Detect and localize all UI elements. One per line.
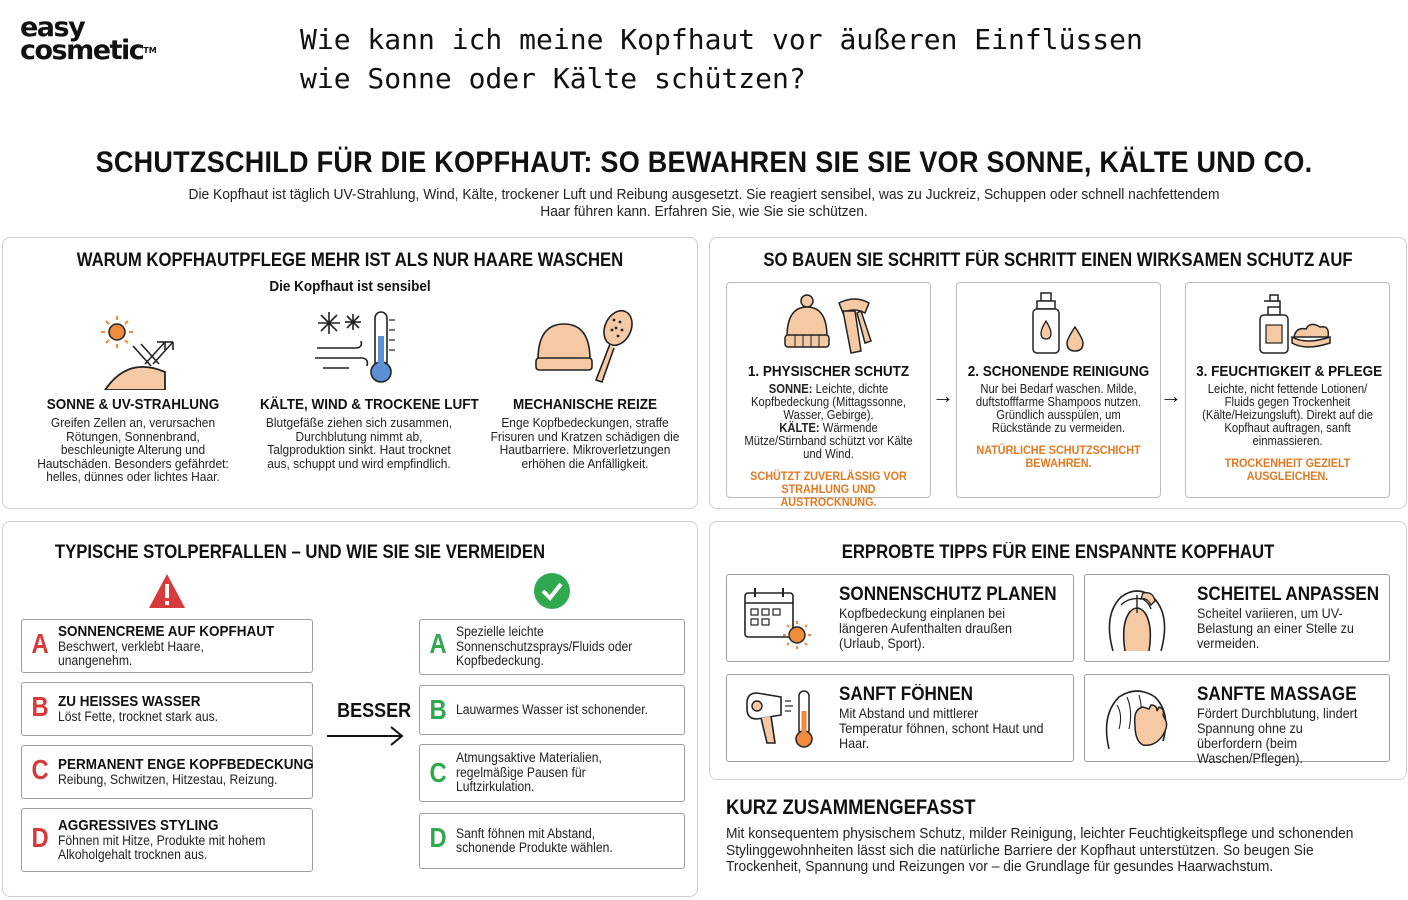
- sun-rays-icon: [83, 306, 183, 390]
- step-card-3: [1185, 282, 1390, 498]
- tip-text: Scheitel variieren, um UV-Belastung an einer Stelle zu vermeiden.: [1197, 605, 1354, 651]
- calendar-sun-icon: [741, 585, 817, 653]
- pitfall-item-b: [21, 682, 313, 736]
- pitfall-item-c: [21, 745, 313, 799]
- better-label: BESSER: [337, 700, 412, 722]
- pitfall-title: ZU HEISSES WASSER: [58, 692, 201, 710]
- step-card-1: [726, 282, 931, 509]
- pitfalls-panel: [2, 521, 698, 897]
- tip-card-sun-protection: [726, 574, 1074, 662]
- why-item-mechanical: [475, 298, 695, 470]
- pitfall-item-a: [21, 619, 313, 673]
- why-item-title: MECHANISCHE REIZE: [512, 396, 657, 413]
- pitfall-letter: D: [31, 822, 49, 853]
- solution-text: Spezielle leichte Sonnenschutzsprays/Fluids oder Kopfbedeckung.: [456, 624, 633, 669]
- hairdryer-thermometer-icon: [741, 685, 817, 753]
- tip-title: SANFT FÖHNEN: [839, 684, 973, 705]
- pitfall-text: Löst Fette, trocknet stark aus.: [58, 708, 219, 724]
- step-title: 3. FEUCHTIGKEIT & PFLEGE: [1196, 363, 1383, 380]
- tip-title: SANFTE MASSAGE: [1197, 684, 1357, 705]
- why-panel-subtitle: Die Kopfhaut ist sensibel: [269, 278, 431, 295]
- page-question: Wie kann ich meine Kopfhaut vor äußeren Einflüssen wie Sonne oder Kälte schützen?: [300, 23, 1143, 95]
- tip-title: SCHEITEL ANPASSEN: [1197, 584, 1380, 605]
- logo-line-2: cosmetic: [20, 35, 144, 66]
- logo-trademark: TM: [143, 46, 157, 55]
- hair-parting-icon: [1099, 585, 1175, 653]
- step-text-sun: Leichte, dichte Kopfbedeckung (Mittagssonne, Wasser, Gebirge).: [750, 382, 907, 422]
- logo-line-1: easy: [20, 12, 85, 43]
- tip-card-blowdry: [726, 674, 1074, 762]
- why-item-text: Blutgefäße ziehen sich zusammen, Durchblutung nimmt ab, Talgproduktion sinkt. Haut trocknet aus, schuppt und wird empfindlich.: [265, 415, 453, 471]
- solution-letter: A: [429, 628, 447, 659]
- step-text: [737, 383, 920, 461]
- step-label-sun: SONNE:: [768, 382, 813, 396]
- cold-wind-thermometer-icon: [309, 306, 409, 390]
- hat-brush-icon: [530, 306, 640, 390]
- tip-card-massage: [1084, 674, 1390, 766]
- tips-panel: [709, 521, 1407, 780]
- tips-panel-title: ERPROBTE TIPPS FÜR EINE ENSPANNTE KOPFHAUT: [841, 542, 1275, 563]
- why-item-cold: [249, 298, 479, 471]
- tip-text: Kopfbedeckung einplanen bei längeren Aufenthalten draußen (Urlaub, Sport).: [839, 605, 1013, 651]
- why-item-sun: [23, 298, 243, 484]
- why-panel-title: WARUM KOPFHAUTPFLEGE MEHR IST ALS NUR HAARE WASCHEN: [76, 250, 624, 271]
- solution-letter: B: [429, 694, 447, 725]
- summary-title: KURZ ZUSAMMENGEFASST: [726, 796, 976, 819]
- step-text-cold: Wärmende Mütze/Stirnband schützt vor Kälte und Wind.: [744, 421, 913, 461]
- tip-text: Fördert Durchblutung, lindert Spannung ohne zu überfordern (beim Waschen/Pflegen).: [1197, 705, 1358, 766]
- pitfall-letter: A: [31, 628, 49, 659]
- why-item-text: Greifen Zellen an, verursachen Rötungen, Sonnenbrand, beschleunigte Alterung und Hautschäden. Besonders gefährdet: helles, dünnes oder lichtes Haar.: [37, 415, 229, 485]
- check-icon: [533, 572, 571, 610]
- solution-letter: D: [429, 822, 447, 853]
- why-panel: [2, 237, 698, 509]
- arrow-right-icon: →: [1160, 383, 1182, 408]
- pitfall-title: SONNENCREME AUF KOPFHAUT: [58, 622, 275, 640]
- solution-item-d: [419, 813, 685, 869]
- step-title: 2. SCHONENDE REINIGUNG: [967, 363, 1150, 380]
- tip-text: Mit Abstand und mittlerer Temperatur föhnen, schont Haut und Haar.: [839, 705, 1044, 751]
- summary-text: Mit konsequentem physischem Schutz, milder Reinigung, leichter Feuchtigkeitspflege und schonenden Stylinggewohnheiten lässt sich die natürliche Barriere der Kopfhaut unterstützen. So beugen Sie Trockenheit, Spannung und Reizungen vor – die Grundlage für gesundes Haarwachstum.: [726, 825, 1354, 875]
- tip-card-parting: [1084, 574, 1390, 662]
- arrow-right-icon: →: [932, 383, 954, 408]
- steps-panel-title: SO BAUEN SIE SCHRITT FÜR SCHRITT EINEN WIRKSAMEN SCHUTZ AUF: [763, 250, 1353, 271]
- solution-item-a: [419, 619, 685, 675]
- step-text: Nur bei Bedarf waschen. Milde, duftstofffarme Shampoos nutzen. Gründlich ausspülen, um Rückstände zu vermeiden.: [975, 382, 1142, 435]
- lotion-pump-icon: [1240, 291, 1336, 357]
- solution-text: Lauwarmes Wasser ist schonender.: [456, 701, 649, 717]
- pitfall-text: Föhnen mit Hitze, Produkte mit hohem Alkoholgehalt trocknen aus.: [58, 832, 266, 862]
- step-label-cold: KÄLTE:: [779, 421, 820, 435]
- hat-scarf-icon: [781, 291, 877, 357]
- why-item-title: SONNE & UV-STRAHLUNG: [46, 396, 220, 413]
- step-highlight: TROCKENHEIT GEZIELT AUSGLEICHEN.: [1224, 456, 1351, 483]
- tip-title: SONNENSCHUTZ PLANEN: [839, 584, 1057, 605]
- step-card-2: [956, 282, 1161, 498]
- page-title: SCHUTZSCHILD FÜR DIE KOPFHAUT: SO BEWAHREN SIE SIE VOR SONNE, KÄLTE UND CO.: [95, 146, 1313, 179]
- solution-item-b: [419, 685, 685, 735]
- pitfall-text: Reibung, Schwitzen, Hitzestau, Reizung.: [58, 771, 278, 787]
- scalp-massage-icon: [1099, 685, 1175, 753]
- solution-text: Sanft föhnen mit Abstand, schonende Produkte wählen.: [456, 825, 613, 855]
- pitfall-text: Beschwert, verklebt Haare, unangenehm.: [58, 638, 204, 668]
- warning-icon: [147, 572, 187, 610]
- pitfalls-panel-title: TYPISCHE STOLPERFALLEN – UND WIE SIE SIE VERMEIDEN: [54, 542, 546, 563]
- intro-text: Die Kopfhaut ist täglich UV-Strahlung, Wind, Kälte, trockener Luft und Reibung ausgesetzt. Sie reagiert sensibel, was zu Juckreiz, Schuppen oder schnell nachfettendem Haar führen kann. Erfahren Sie, wie Sie sie schützen.: [188, 186, 1220, 220]
- solution-letter: C: [429, 757, 447, 788]
- why-item-title: KÄLTE, WIND & TROCKENE LUFT: [260, 396, 479, 413]
- shampoo-bottle-icon: [1011, 291, 1107, 357]
- pitfall-letter: C: [31, 754, 49, 785]
- why-item-text: Enge Kopfbedeckungen, straffe Frisuren und Kratzen schädigen die Hautbarriere. Mikroverletzungen erhöhen die Anfälligkeit.: [490, 415, 680, 471]
- pitfall-title: AGGRESSIVES STYLING: [58, 816, 219, 834]
- step-highlight: NATÜRLICHE SCHUTZSCHICHT BEWAHREN.: [976, 443, 1141, 470]
- steps-panel: [709, 237, 1407, 509]
- pitfall-letter: B: [31, 691, 49, 722]
- step-text: Leichte, nicht fettende Lotionen/ Fluids gegen Trockenheit (Kälte/Heizungsluft). Direkt auf die Kopfhaut auftragen, sanft einmassieren.: [1202, 382, 1373, 448]
- step-highlight: SCHÜTZT ZUVERLÄSSIG VOR STRAHLUNG UND AUSTROCKNUNG.: [750, 469, 907, 509]
- pitfall-title: PERMANENT ENGE KOPFBEDECKUNG: [58, 755, 314, 773]
- solution-text: Atmungsaktive Materialien, regelmäßige Pausen für Luftzirkulation.: [456, 750, 602, 795]
- brand-logo: [20, 12, 157, 66]
- arrow-right-icon: [325, 724, 407, 748]
- pitfall-item-d: [21, 808, 313, 872]
- solution-item-c: [419, 744, 685, 802]
- step-title: 1. PHYSISCHER SCHUTZ: [747, 363, 910, 380]
